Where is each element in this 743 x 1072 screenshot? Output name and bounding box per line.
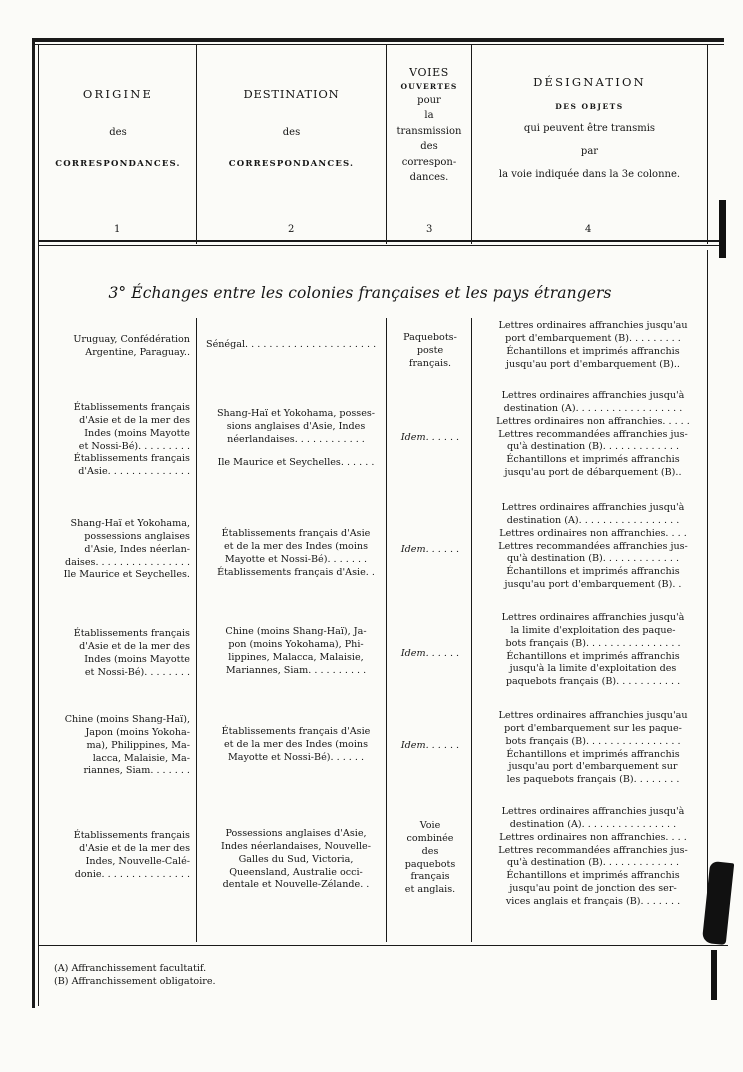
row-destination: Établissements français d'Asie et de la mer des Indes (moins Mayotte et Nossi-Bé). . . . . .: [221, 726, 371, 763]
row-origin: Établissements français d'Asie et de la mer des Indes, Nouvelle-Calé- donie. . . . . . . . . . . . . . .: [73, 830, 190, 880]
header-origin-des: des: [109, 127, 127, 139]
row-destination: Établissements français d'Asie et de la mer des Indes (moins Mayotte et Nossi-Bé). . . . . . . Établissements français d'Asie. .: [217, 528, 375, 578]
header-destination-des: des: [282, 127, 301, 139]
header-designation-transmis: qui peuvent être transmis: [523, 122, 656, 134]
header-origin: [40, 86, 196, 171]
top-rule: [34, 38, 724, 42]
row-route: Voie combinée des paquebots français et anglais.: [404, 820, 456, 896]
left-border: [32, 38, 35, 1008]
footnote-b: (B) Affranchissement obligatoire.: [54, 976, 216, 988]
header-voies-des: des: [420, 141, 438, 153]
row-route: Idem. . . . . .: [400, 432, 460, 443]
row-objects: Lettres ordinaires affranchies jusqu'à destination (A). . . . . . . . . . . . . . . . Lettres ordinaires non affranchies. . . . Lettres recommandées affranchies jus- qu'à destination (B). . . . . . . . . . . . . Échantillons et imprimés affranchis jusqu'au point de jonction des ser- vices anglais et français (B). . . . . . .: [498, 806, 688, 907]
row-destination: Chine (moins Shang-Haï), Ja- pon (moins Yokohama), Phi- lippines, Malacca, Malaisie, Mariannes, Siam. . . . . . . . . .: [225, 626, 367, 676]
row-origin: Uruguay, Confédération Argentine, Paraguay..: [73, 334, 190, 358]
row-origin: Chine (moins Shang-Haï), Japon (moins Yokoha- ma), Philippines, Ma- lacca, Malaisie, Ma- riannes, Siam. . . . . . .: [64, 714, 190, 777]
row-route: Idem. . . . . .: [400, 740, 460, 751]
row-destination: Possessions anglaises d'Asie, Indes néerlandaises, Nouvelle- Galles du Sud, Victoria, Queensland, Australie occi- dentale et Nouvelle-Zélande. .: [221, 828, 371, 891]
row-destination: Shang-Haï et Yokohama, posses- sions anglaises d'Asie, Indes néerlandaises. . . . . . . . . . . . Ile Maurice et Seychelles. . . . . .: [216, 408, 376, 468]
header-voies-dances: dances.: [409, 172, 449, 184]
row-origin: Établissements français d'Asie et de la mer des Indes (moins Mayotte et Nossi-Bé). . . . . . . .: [73, 628, 190, 678]
header-voies-la: la: [424, 110, 434, 122]
row-route: Idem. . . . . .: [400, 648, 460, 659]
header-designation-number: 4: [585, 224, 592, 235]
body-divider-4: [707, 250, 708, 940]
footnotes: [54, 962, 216, 989]
footnote-a: (A) Affranchissement facultatif.: [54, 963, 207, 974]
header-origin-number: 1: [114, 224, 121, 235]
row-destination: Sénégal. . . . . . . . . . . . . . . . . . . . . .: [206, 339, 377, 350]
scan-mark-foot: [711, 950, 717, 1000]
row-route: Paquebots- poste français.: [403, 332, 457, 369]
header-designation-par: par: [580, 145, 599, 157]
header-designation-title: DÉSIGNATION: [533, 75, 646, 89]
row-origin: Établissements français d'Asie et de la mer des Indes (moins Mayotte et Nossi-Bé). . . . . . . . . Établissements français d'Asie. . . . . . . . . . . . . .: [73, 402, 190, 478]
header-voies-title: VOIES: [409, 66, 449, 79]
header-voies: [387, 64, 471, 186]
header-voies-ouvertes: OUVERTES: [400, 82, 458, 92]
left-border-thin: [38, 44, 39, 1006]
row-objects: Lettres ordinaires affranchies jusqu'à la limite d'exploitation des paque- bots français (B). . . . . . . . . . . . . . . . Échantillons et imprimés affranchis jusqu'à la limite d'exploitation des paquebots français (B). . . . . . . . . . .: [501, 612, 685, 688]
body-divider-3: [471, 318, 472, 942]
header-origin-correspondances: CORRESPONDANCES.: [55, 159, 181, 170]
header-rule-1: [38, 240, 724, 242]
body-divider-2: [386, 318, 387, 942]
header-destination-correspondances: CORRESPONDANCES.: [228, 159, 355, 170]
section-title: 3° Échanges entre les colonies françaises et les pays étrangers: [108, 284, 612, 302]
row-route: Idem. . . . . .: [400, 544, 460, 555]
header-destination-title: DESTINATION: [243, 87, 340, 101]
scan-mark-top: [719, 200, 726, 258]
col-divider-4: [707, 44, 708, 244]
row-objects: Lettres ordinaires affranchies jusqu'à destination (A). . . . . . . . . . . . . . . . . . Lettres ordinaires non affranchies. . . . . Lettres recommandées affranchies jus- qu'à destination (B). . . . . . . . . . . . . Échantillons et imprimés affranchis jusqu'au port de débarquement (B)..: [496, 390, 690, 479]
row-objects: Lettres ordinaires affranchies jusqu'au port d'embarquement sur les paque- bots français (B). . . . . . . . . . . . . . . . Échantillons et imprimés affranchis jusqu'au port d'embarquement sur les paquebots français (B). . . . . . . .: [498, 710, 688, 786]
header-voies-transmission: transmission: [396, 125, 462, 137]
header-designation-objets: DES OBJETS: [555, 102, 624, 112]
header-origin-title: ORIGINE: [82, 87, 154, 101]
header-rule-2: [38, 245, 724, 246]
header-designation: [472, 74, 707, 182]
header-destination-number: 2: [288, 224, 295, 235]
row-origin: Shang-Haï et Yokohama, possessions anglaises d'Asie, Indes néerlan- daises. . . . . . . . . . . . . . . . Ile Maurice et Seychelles.: [63, 518, 190, 581]
header-voies-pour: pour: [417, 94, 441, 106]
header-designation-voie: la voie indiquée dans la 3e colonne.: [498, 168, 681, 180]
header-destination: [197, 86, 386, 171]
top-rule-thin: [34, 44, 724, 45]
header-voies-correspon: correspon-: [401, 156, 457, 168]
bottom-rule: [38, 945, 728, 946]
row-objects: Lettres ordinaires affranchies jusqu'à destination (A). . . . . . . . . . . . . . . . . Lettres ordinaires non affranchies. . . . Lettres recommandées affranchies jus- qu'à destination (B). . . . . . . . . . . . . Échantillons et imprimés affranchis jusqu'au port d'embarquement (B). .: [498, 502, 688, 591]
row-objects: Lettres ordinaires affranchies jusqu'au port d'embarquement (B). . . . . . . . . Échantillons et imprimés affranchis jusqu'au port d'embarquement (B)..: [498, 320, 688, 370]
header-voies-number: 3: [426, 224, 433, 235]
body-divider-1: [196, 318, 197, 942]
